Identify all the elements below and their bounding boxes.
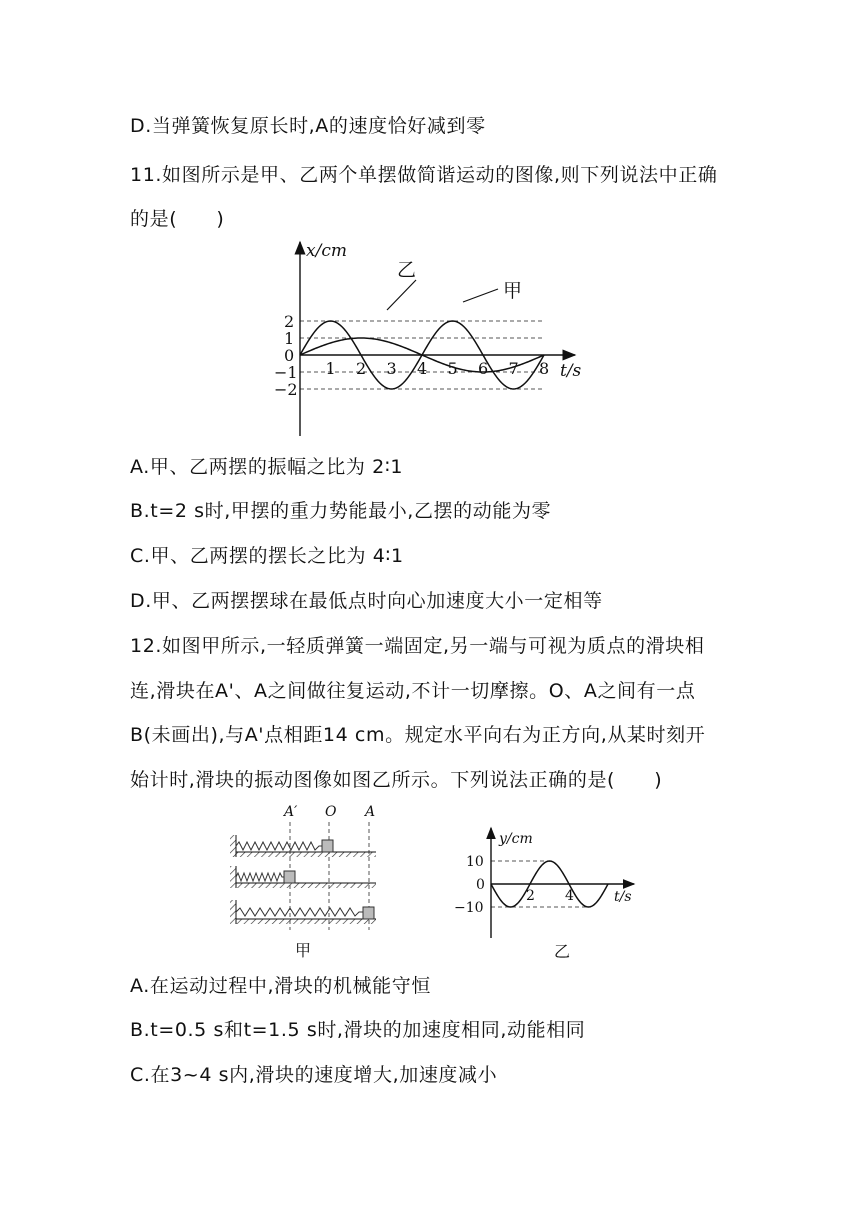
question-12-stem-line4: 始计时,滑块的振动图像如图乙所示。下列说法正确的是( ) (130, 769, 663, 791)
graph-x-tick-label: 4 (565, 888, 574, 904)
question-12-option-a: A.在运动过程中,滑块的机械能守恒 (130, 975, 431, 997)
x-tick-label: 4 (417, 359, 428, 378)
x-tick-label: 3 (386, 359, 397, 378)
label-a: A (365, 804, 376, 820)
y-tick-label: 0 (284, 346, 295, 365)
question-11-option-d: D.甲、乙两摆摆球在最低点时向心加速度大小一定相等 (130, 590, 603, 612)
graph-x-tick-label: 2 (526, 888, 535, 904)
caption-yi: 乙 (554, 942, 571, 961)
question-11-option-c: C.甲、乙两摆的摆长之比为 4∶1 (130, 545, 404, 567)
question-11-stem-line1: 11.如图所示是甲、乙两个单摆做简谐运动的图像,则下列说法中正确 (130, 164, 718, 186)
question-11-option-b: B.t=2 s时,甲摆的重力势能最小,乙摆的动能为零 (130, 500, 552, 522)
row-stretched (230, 900, 376, 924)
graph-y-label: y/cm (499, 831, 533, 847)
question-12-option-b: B.t=0.5 s和t=1.5 s时,滑块的加速度相同,动能相同 (130, 1019, 586, 1041)
caption-jia: 甲 (295, 941, 312, 960)
question-11-option-a: A.甲、乙两摆的振幅之比为 2∶1 (130, 456, 404, 478)
label-yi-pointer (387, 280, 416, 310)
x-tick-label: 8 (539, 359, 550, 378)
series-yi-label: 乙 (397, 259, 417, 281)
figure-11-graph (270, 236, 590, 446)
x-tick-label: 6 (478, 359, 489, 378)
y-tick-label: −1 (274, 363, 298, 382)
x-tick-label: 1 (325, 359, 336, 378)
x-tick-label: 2 (356, 359, 367, 378)
row-equilibrium (230, 835, 376, 857)
label-a-prime: A′ (284, 804, 298, 820)
graph-y-tick-label: 10 (466, 854, 484, 870)
label-o: O (325, 804, 337, 820)
question-12-stem-line3: B(未画出),与A'点相距14 cm。规定水平向右为正方向,从某时刻开 (130, 724, 706, 746)
question-12-stem-line2: 连,滑块在A'、A之间做往复运动,不计一切摩擦。O、A之间有一点 (130, 680, 696, 702)
y-tick-label: 1 (284, 329, 295, 348)
question-11-stem-line2: 的是( ) (130, 208, 225, 230)
x-tick-label: 7 (508, 359, 519, 378)
x-axis-label: t/s (560, 361, 582, 381)
y-tick-label: 2 (284, 312, 295, 331)
y-axis-label: x/cm (306, 241, 347, 261)
graph-x-label: t/s (614, 889, 632, 905)
option-d-prev: D.当弹簧恢复原长时,A的速度恰好减到零 (130, 115, 486, 137)
x-tick-label: 5 (447, 359, 458, 378)
figure-12-graph (452, 822, 642, 972)
figure-12-spring-diagram (226, 800, 386, 965)
question-12-stem-line1: 12.如图甲所示,一轻质弹簧一端固定,另一端与可视为质点的滑块相 (130, 635, 705, 657)
graph-y-tick-label: 0 (476, 877, 485, 893)
question-12-option-c: C.在3~4 s内,滑块的速度增大,加速度减小 (130, 1064, 498, 1086)
y-tick-label: −2 (274, 380, 298, 399)
series-jia-label: 甲 (503, 280, 523, 302)
label-jia-pointer (463, 289, 498, 302)
row-compressed (230, 866, 376, 888)
graph-y-tick-label: −10 (454, 900, 484, 916)
